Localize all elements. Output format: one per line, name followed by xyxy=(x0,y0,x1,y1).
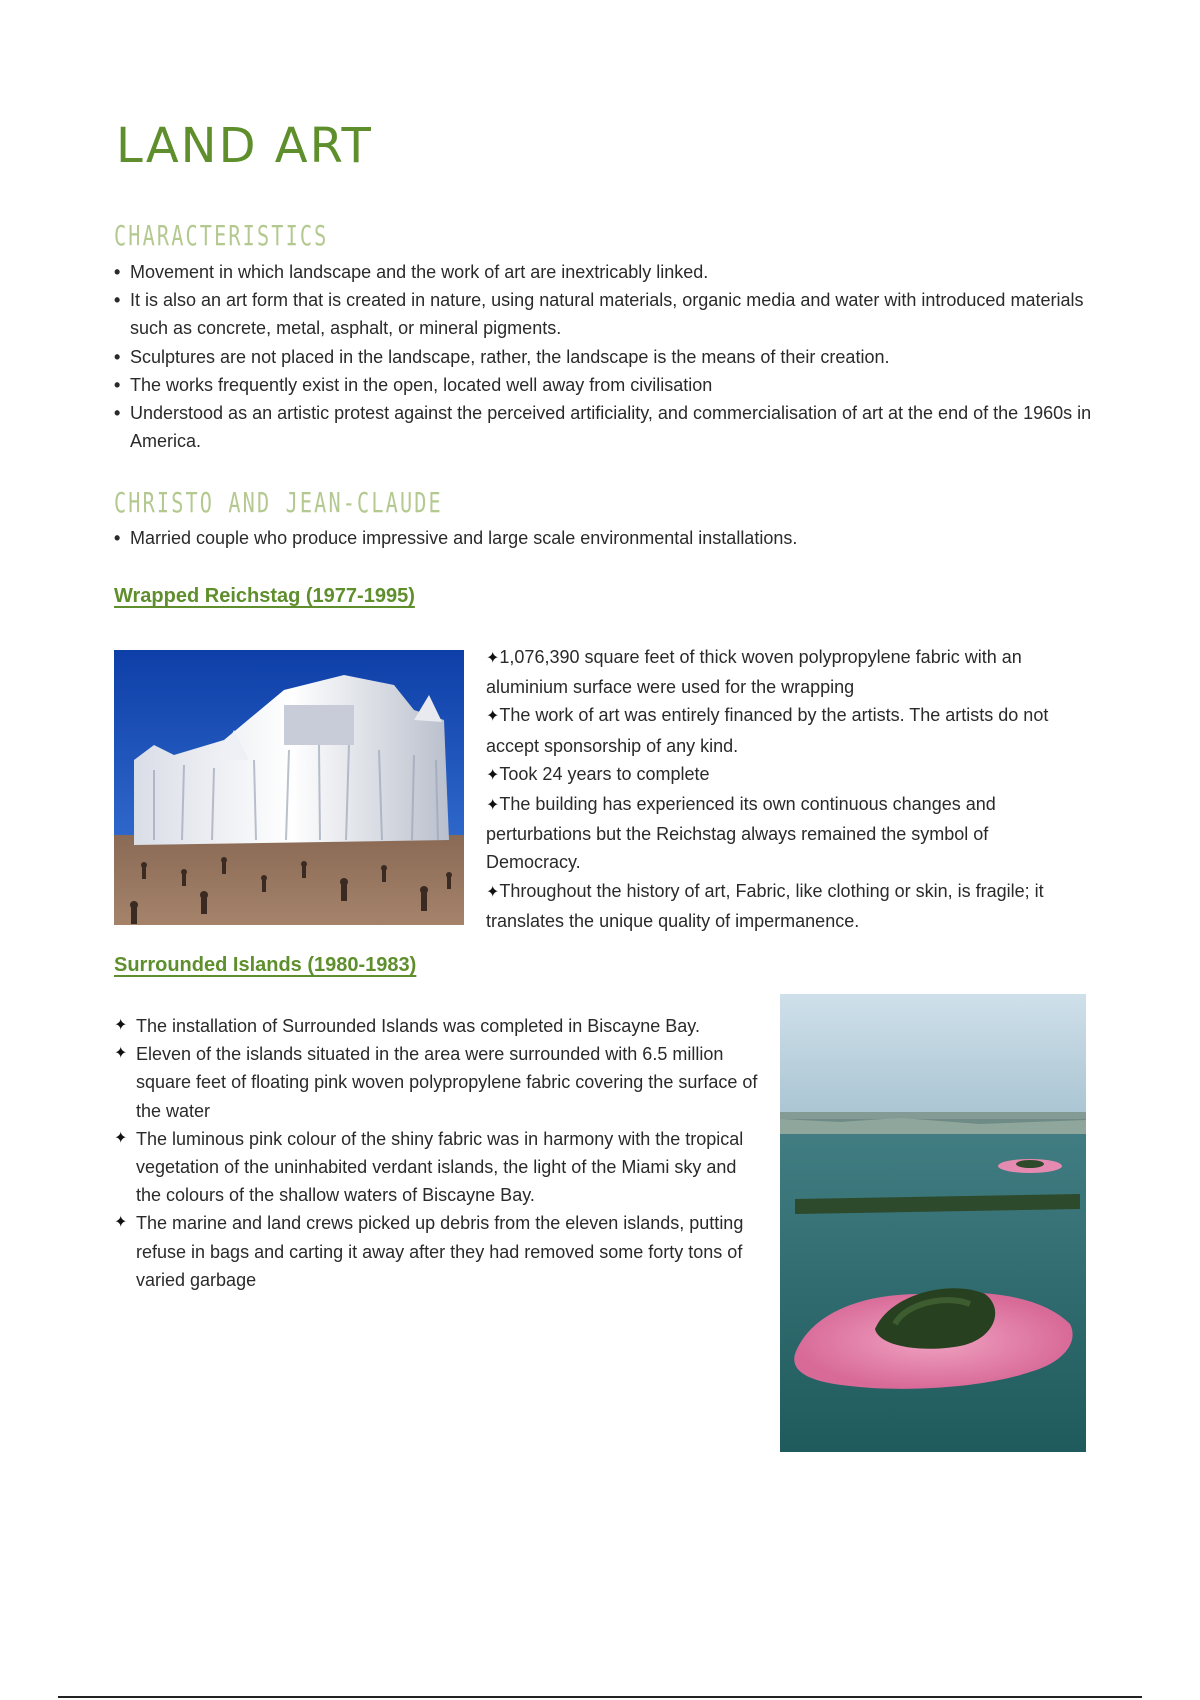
star-icon: ✦ xyxy=(486,650,500,667)
list-item: ✦The work of art was entirely financed by the artists. The artists do not accept sponsorship of any kind. xyxy=(486,705,1049,756)
islands-photo xyxy=(780,994,1086,1452)
star-icon: ✦ xyxy=(114,1129,128,1147)
bullet-icon: • xyxy=(114,403,121,424)
islands-title: Surrounded Islands (1980-1983) xyxy=(114,954,417,976)
bullet-icon: • xyxy=(114,262,121,282)
list-item: ✦ Eleven of the islands situated in the area were surrounded with 6.5 million square feet of floating pink woven polypropylene fabric covering the surface of the water xyxy=(114,1040,764,1125)
islands-image xyxy=(780,994,1086,1452)
bullet-icon: • xyxy=(114,290,121,311)
bullet-icon: • xyxy=(114,374,121,395)
characteristics-list xyxy=(114,258,1094,455)
reichstag-title: Wrapped Reichstag (1977-1995) xyxy=(114,585,415,607)
list-item: • Understood as an artistic protest against the perceived artificiality, and commercialisation of art at the end of the 1960s in America. xyxy=(114,399,1094,455)
list-item: • It is also an art form that is created in nature, using natural materials, organic media and water with introduced materials such as concrete, metal, asphalt, or mineral pigments. xyxy=(114,286,1094,342)
list-item: ✦ The marine and land crews picked up debris from the eleven islands, putting refuse in bags and carting it away after they had removed some forty tons of varied garbage xyxy=(114,1209,764,1294)
list-item: • The works frequently exist in the open, located well away from civilisation xyxy=(114,371,1094,399)
bullet-icon: • xyxy=(114,346,121,367)
reichstag-points xyxy=(486,643,1086,935)
star-icon: ✦ xyxy=(114,1045,128,1063)
list-item: ✦ The installation of Surrounded Islands was completed in Biscayne Bay. xyxy=(114,1012,764,1040)
list-item: • Married couple who produce impressive and large scale environmental installations. xyxy=(114,524,1094,552)
star-icon: ✦ xyxy=(486,797,500,815)
star-icon: ✦ xyxy=(114,1214,128,1232)
bottom-rule xyxy=(58,1696,1142,1698)
reichstag-image xyxy=(114,650,464,925)
star-icon: ✦ xyxy=(114,1017,128,1034)
list-item: • Movement in which landscape and the work of art are inextricably linked. xyxy=(114,258,1094,286)
islands-points xyxy=(114,1012,764,1294)
characteristics-heading: CHARACTERISTICS xyxy=(114,219,329,252)
reichstag-photo xyxy=(114,650,464,925)
star-icon: ✦ xyxy=(486,883,500,901)
page-title: LAND ART xyxy=(116,118,373,174)
christo-list xyxy=(114,524,1094,552)
list-item: ✦ The luminous pink colour of the shiny fabric was in harmony with the tropical vegetation of the uninhabited verdant islands, the light of the Miami sky and the colours of the shallow waters of Biscayne Bay. xyxy=(114,1125,764,1210)
bullet-icon: • xyxy=(114,528,121,548)
list-item: ✦1,076,390 square feet of thick woven polypropylene fabric with an aluminium surface were used for the wrapping xyxy=(486,647,1022,698)
list-item: ✦Took 24 years to complete xyxy=(486,763,710,784)
list-item: ✦Throughout the history of art, Fabric, like clothing or skin, is fragile; it translates the unique quality of impermanence. xyxy=(486,880,1044,931)
list-item: ✦The building has experienced its own continuous changes and perturbations but the Reichstag always remained the symbol of Democracy. xyxy=(486,794,996,873)
list-item: • Sculptures are not placed in the landscape, rather, the landscape is the means of their creation. xyxy=(114,343,1094,371)
christo-heading: CHRISTO AND JEAN-CLAUDE xyxy=(114,486,443,519)
star-icon: ✦ xyxy=(486,766,500,784)
star-icon: ✦ xyxy=(486,708,500,726)
